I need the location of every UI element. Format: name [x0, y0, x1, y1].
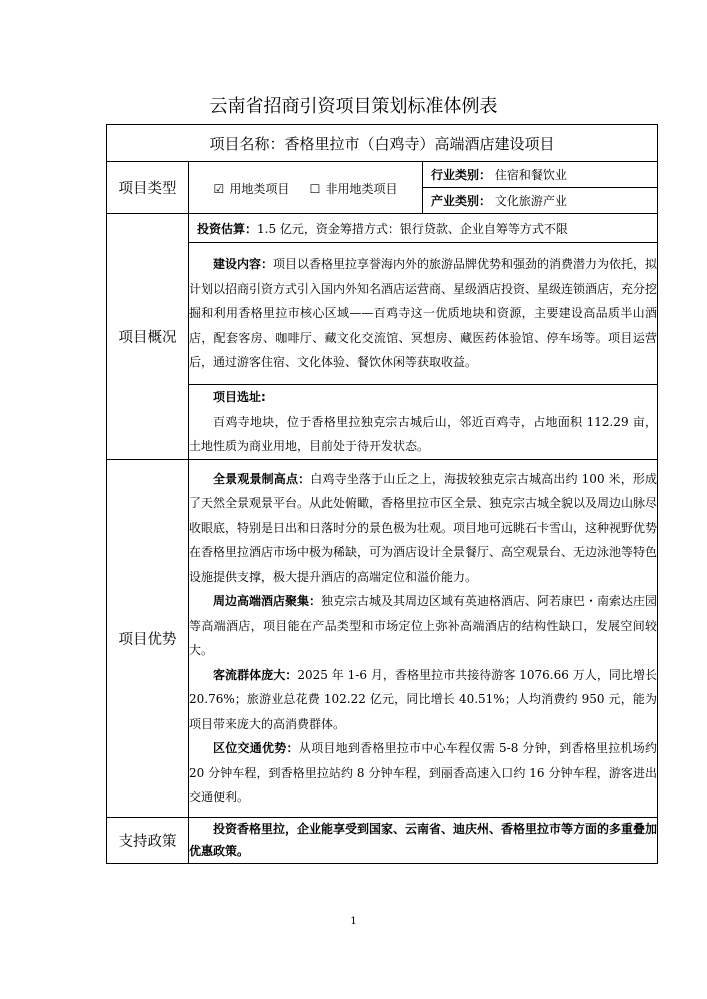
advantages-cell — [189, 459, 658, 817]
sector-label: 产业类别： — [431, 194, 492, 208]
type-row — [107, 162, 658, 188]
type-label: 项目类型 — [107, 162, 189, 214]
project-table — [106, 124, 658, 864]
site-label-line — [189, 385, 657, 410]
content-value: 项目以香格里拉享誉海内外的旅游品牌优势和强劲的消费潜力为依托，拟计划以招商引资方式引入国内外知名酒店运营商、星级酒店投资、星级连锁酒店，充分挖掘和利用香格里拉市核心区域——百鸡寺这一优质地块和资源，主要建设高品质半山酒店，配套客房、咖啡厅、藏文化交流馆、冥想房、藏医药体验馆、停车场等。项目运营后，通过游客住宿、文化体验、餐饮休闲等获取收益。 — [189, 257, 658, 370]
advantage-label: 客流群体庞大： — [213, 667, 298, 682]
advantage-label: 周边高端酒店聚集： — [213, 594, 322, 608]
content-label: 建设内容： — [213, 257, 274, 272]
sector-value: 文化旅游产业 — [494, 194, 567, 208]
overview-label: 项目概况 — [107, 214, 189, 460]
site-row — [107, 385, 658, 460]
advantage-text: 2025 年 1-6 月，香格里拉市共接待游客 1076.66 万人，同比增长 20.76%；旅游业总花费 102.22 亿元，同比增长 40.51%；人均消费约 950 元，能为项目带来庞大的高消费群体。 — [189, 667, 658, 731]
advantage-label: 全景观景制高点： — [213, 471, 311, 486]
sector-cell — [423, 188, 658, 214]
page-title: 云南省招商引资项目策划标准体例表 — [209, 96, 498, 117]
content-paragraph — [189, 252, 657, 375]
industry-label: 行业类别： — [431, 168, 492, 182]
advantage-item — [189, 589, 657, 663]
project-name-row — [107, 125, 658, 162]
policy-row — [107, 817, 658, 863]
policy-cell — [189, 817, 658, 863]
site-label: 项目选址: — [213, 390, 266, 404]
page-number: 1 — [350, 916, 357, 927]
option-land-label: 用地类项目 — [229, 182, 290, 196]
content-row — [107, 243, 658, 385]
advantages-label: 项目优势 — [107, 459, 189, 817]
advantage-text: 从项目地到香格里拉市中心车程仅需 5-8 分钟，到香格里拉机场约 20 分钟车程，到香格里拉站约 8 分钟车程，到丽香高速入口约 16 分钟车程，游客进出交通便利。 — [189, 741, 658, 804]
policy-text: 投资香格里拉，企业能享受到国家、云南省、迪庆州、香格里拉市等方面的多重叠加优惠政策。 — [189, 822, 658, 858]
nonland-checkbox-empty-icon: ☐ — [309, 182, 321, 196]
advantage-item — [189, 736, 657, 810]
advantage-label: 区位交通优势： — [213, 741, 299, 755]
type-options — [189, 162, 423, 214]
site-value: 百鸡寺地块，位于香格里拉独克宗古城后山，邻近百鸡寺，占地面积 112.29 亩，土地性质为商业用地，目前处于待开发状态。 — [189, 414, 658, 453]
content-cell — [189, 243, 658, 385]
investment-cell — [189, 214, 658, 243]
advantage-text: 独克宗古城及其周边区域有英迪格酒店、阿若康巴・南索达庄园等高端酒店，项目能在产品类型和市场定位上弥补高端酒店的结构性缺口，发展空间较大。 — [189, 594, 658, 657]
advantage-item — [189, 663, 657, 737]
project-name: 项目名称：香格里拉市（白鸡寺）高端酒店建设项目 — [107, 125, 658, 162]
site-cell — [189, 385, 658, 460]
policy-label: 支持政策 — [107, 817, 189, 863]
advantage-text: 白鸡寺坐落于山丘之上，海拔较独克宗古城高出约 100 米，形成了天然全景观景平台。从此处俯瞰，香格里拉市区全景、独克宗古城全貌以及周边山脉尽收眼底，特别是日出和日落时分的景色极为壮观。项目地可远眺石卡雪山，这种视野优势在香格里拉酒店市场中极为稀缺，可为酒店设计全景餐厅、高空观景台、无边泳池等特色设施提供支撑，极大提升酒店的高端定位和溢价能力。 — [189, 471, 658, 584]
investment-row — [107, 214, 658, 243]
investment-label: 投资估算： — [197, 221, 258, 236]
land-checkbox-checked-icon: ☑ — [213, 182, 225, 196]
advantage-item — [189, 467, 657, 590]
investment-value: 1.5 亿元，资金筹措方式：银行贷款、企业自筹等方式不限 — [257, 221, 568, 236]
industry-cell — [423, 162, 658, 188]
advantages-row — [107, 459, 658, 817]
industry-value: 住宿和餐饮业 — [494, 168, 567, 182]
option-nonland-label: 非用地类项目 — [325, 182, 398, 196]
